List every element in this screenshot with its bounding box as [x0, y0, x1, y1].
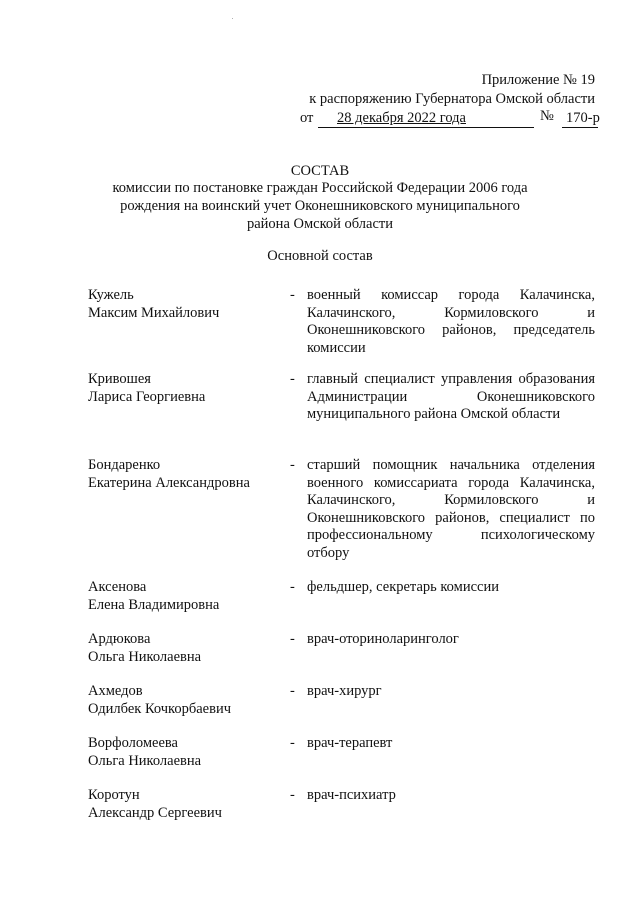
member-name	[88, 787, 288, 822]
member-role: главный специалист управления образования Администрации Оконешниковского муниципального района Омской области	[307, 371, 595, 422]
scan-speck	[232, 18, 233, 19]
member-dash: -	[290, 287, 295, 303]
date-label: от	[300, 110, 314, 126]
member-role: фельдшер, секретарь комиссии	[307, 579, 499, 595]
member-given-names: Александр Сергеевич	[88, 804, 222, 821]
member-role: врач-хирург	[307, 683, 382, 699]
member-given-names: Максим Михайлович	[88, 304, 220, 321]
member-name	[88, 735, 288, 770]
member-surname: Коротун	[88, 787, 140, 803]
member-name	[88, 371, 288, 406]
member-given-names: Лариса Георгиевна	[88, 388, 206, 405]
member-given-names: Одилбек Кочкорбаевич	[88, 700, 232, 717]
document-title: СОСТАВ	[290, 163, 350, 179]
document-subtitle-line-1: комиссии по постановке граждан Российской Федерации 2006 года	[112, 180, 528, 196]
member-name	[88, 579, 288, 614]
document-subtitle-line-2: рождения на воинский учет Оконешниковского муниципального	[120, 198, 520, 214]
section-title: Основной состав	[267, 248, 373, 264]
member-name	[88, 457, 288, 492]
member-role: врач-оториноларинголог	[307, 631, 459, 647]
member-dash: -	[290, 457, 295, 473]
member-role: врач-терапевт	[307, 735, 393, 751]
member-role: старший помощник начальника отделения военного комиссариата города Калачинска, Калачинского, Кормиловского и Оконешниковского районов, специалист по профессиональному психологическому отбору	[307, 457, 595, 561]
member-dash: -	[290, 631, 295, 647]
member-name	[88, 287, 288, 322]
member-given-names: Елена Владимировна	[88, 596, 220, 613]
member-given-names: Ольга Николаевна	[88, 648, 202, 665]
member-given-names: Ольга Николаевна	[88, 752, 202, 769]
member-name	[88, 631, 288, 666]
member-surname: Кужель	[88, 287, 134, 303]
number-value: 170-р	[566, 110, 600, 126]
member-dash: -	[290, 787, 295, 803]
date-value: 28 декабря 2022 года	[337, 110, 466, 126]
member-surname: Кривошея	[88, 371, 151, 387]
member-surname: Ахмедов	[88, 683, 143, 699]
member-dash: -	[290, 371, 295, 387]
document-subtitle-line-3: района Омской области	[246, 216, 393, 232]
appendix-reference: к распоряжению Губернатора Омской области	[309, 91, 595, 107]
appendix-title: Приложение № 19	[481, 72, 595, 88]
member-dash: -	[290, 579, 295, 595]
member-surname: Аксенова	[88, 579, 147, 595]
number-label: №	[540, 108, 554, 124]
appendix-date-row	[300, 110, 600, 130]
member-surname: Ворфоломеева	[88, 735, 178, 751]
member-name	[88, 683, 288, 718]
member-given-names: Екатерина Александровна	[88, 474, 250, 491]
member-dash: -	[290, 683, 295, 699]
member-role: врач-психиатр	[307, 787, 396, 803]
member-role: военный комиссар города Калачинска, Калачинского, Кормиловского и Оконешниковского районов, председатель комиссии	[307, 287, 595, 356]
member-surname: Бондаренко	[88, 457, 161, 473]
member-dash: -	[290, 735, 295, 751]
member-surname: Ардюкова	[88, 631, 151, 647]
